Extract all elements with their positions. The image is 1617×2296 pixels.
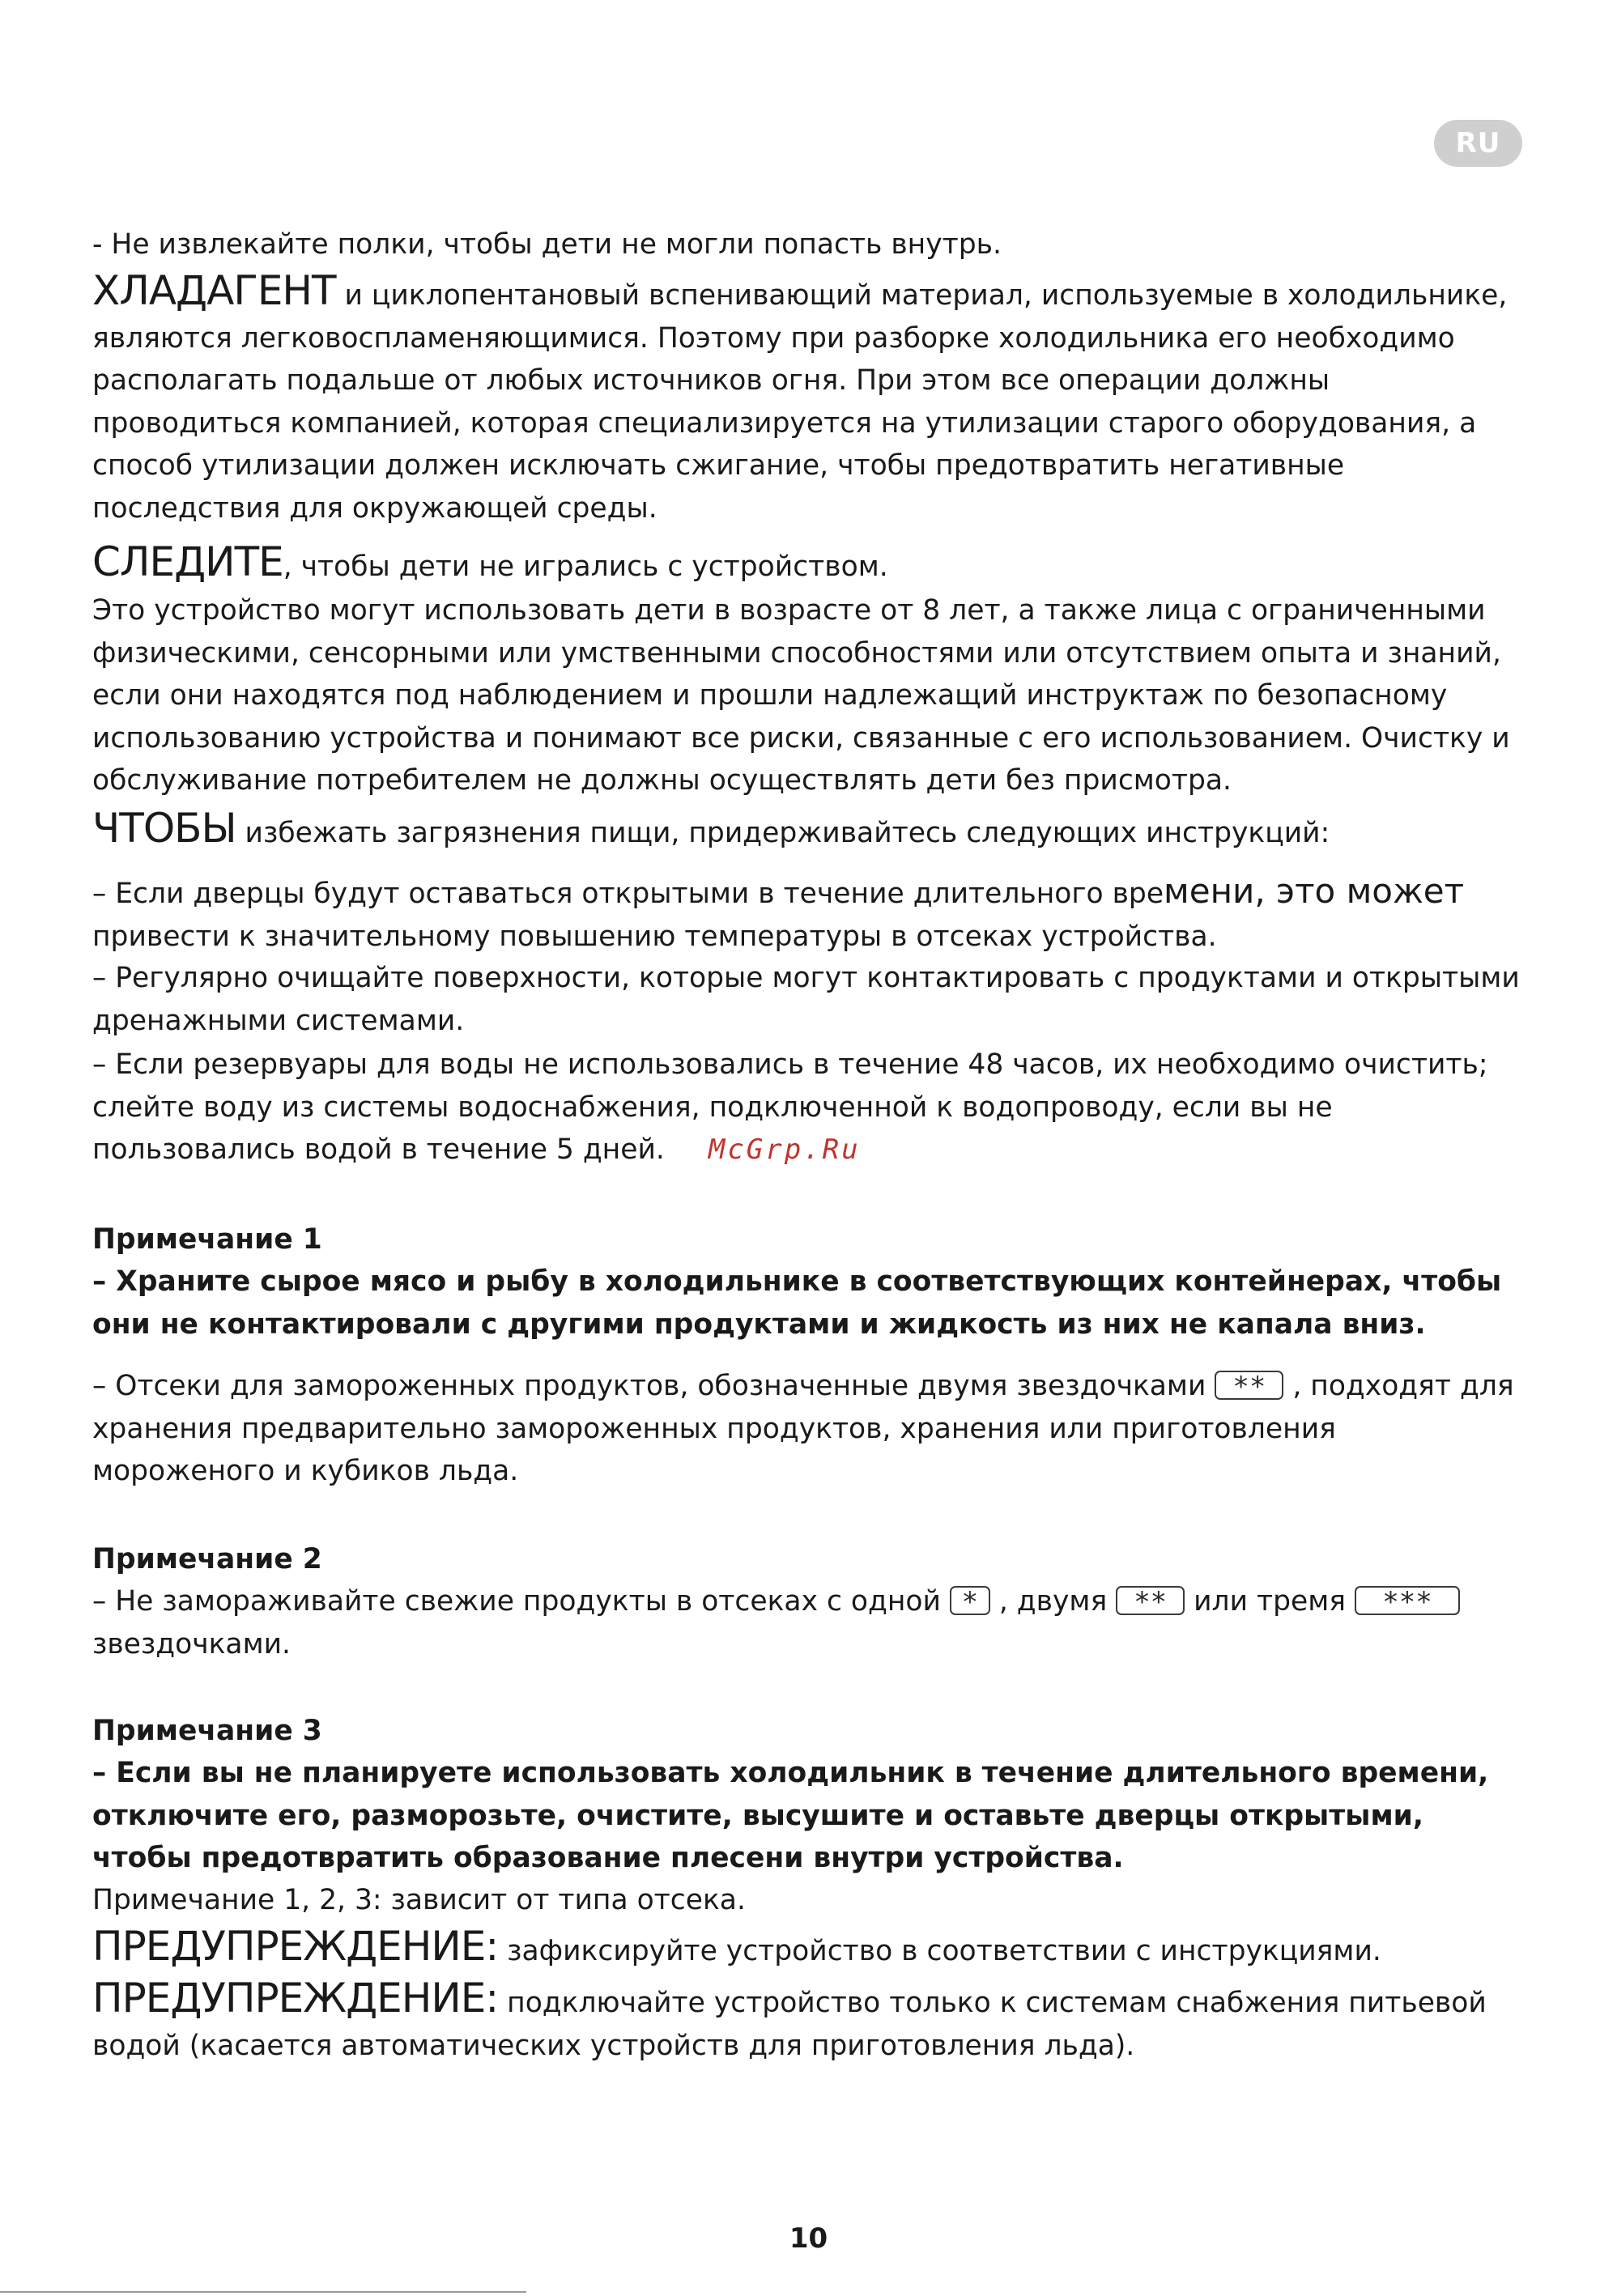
paragraph-watch — [92, 538, 1526, 589]
paragraph-refrigerant — [92, 267, 1526, 529]
page-number: 10 — [789, 2222, 828, 2255]
note2-title: Примечание 2 — [92, 1543, 322, 1575]
note1-title: Примечание 1 — [92, 1223, 322, 1256]
doors-open-text-a: – Если дверцы будут оставаться открытыми в течение длительного вре — [92, 878, 1164, 910]
note2-text-a: – Не замораживайте свежие продукты в отсеках с одной — [92, 1585, 950, 1618]
refrigerant-heading: ХЛАДАГЕНТ — [92, 267, 336, 314]
doors-open-text-c: привести к значительному повышению температуры в отсеках устройства. — [92, 920, 1217, 953]
watch-text: , чтобы дети не игрались с устройством. — [283, 551, 888, 583]
two-stars-icon: ** — [1215, 1371, 1283, 1400]
warning-2-text: подключайте устройство только к системам снабжения питьевой водой (касается автоматических устройств для приготовления льда). — [92, 1987, 1487, 2062]
refrigerant-text: и циклопентановый вспенивающий материал, используемые в холодильнике, являются легковоспламеняющимися. Поэтому при разборке холодильника его необходимо располагать подальше от любых источников огня. При этом все операции должны проводиться компанией, которая специализируется на утилизации старого оборудования, а способ утилизации должен исключать сжигание, чтобы предотвратить негативные последствия для окружающей среды. — [92, 279, 1508, 525]
note3-text: Примечание 1, 2, 3: зависит от типа отсека. — [92, 1884, 746, 1916]
warning-1 — [92, 1925, 1526, 1973]
water-tanks-text: – Если резервуары для воды не использовались в течение 48 часов, их необходимо очистить; слейте воду из системы водоснабжения, подключенной к водопроводу, если вы не пользовались водой в течение 5 дней. — [92, 1048, 1488, 1166]
footer-rule — [0, 2291, 526, 2293]
note1-text-a: – Отсеки для замороженных продуктов, обозначенные двумя звездочками — [92, 1370, 1215, 1402]
warning-1-heading: ПРЕДУПРЕЖДЕНИЕ: — [92, 1923, 499, 1970]
paragraph-children-use: Это устройство могут использовать дети в возрасте от 8 лет, а также лица с ограниченными физическими, сенсорными или умственными способностями или отсутствием опыта и знаний, если они находятся под наблюдением и прошли надлежащий инструктаж по безопасному использованию устройства и понимают все риски, связанные с его использованием. Очистку и обслуживание потребителем не должны осуществлять дети без присмотра. — [92, 594, 1510, 797]
note1-bold-text: – Храните сырое мясо и рыбу в холодильнике в соответствующих контейнерах, чтобы они не контактировали с другими продуктами и жидкость из них не капала вниз. — [92, 1265, 1502, 1341]
language-badge: RU — [1434, 120, 1522, 167]
paragraph-water-tanks — [92, 1044, 1526, 1171]
paragraph-clean-surfaces: – Регулярно очищайте поверхности, которые могут контактировать с продуктами и открытыми дренажными системами. — [92, 962, 1520, 1037]
note2-text-b: , двумя — [998, 1585, 1117, 1618]
warning-2 — [92, 1977, 1526, 2067]
warning-2-heading: ПРЕДУПРЕЖДЕНИЕ: — [92, 1975, 499, 2022]
watermark-text: McGrp.Ru — [708, 1133, 861, 1166]
note1-text — [92, 1365, 1526, 1493]
three-stars-icon: *** — [1355, 1586, 1460, 1615]
two-stars-icon: ** — [1116, 1586, 1185, 1615]
note1-text-b: , подходят для хранения предварительно замороженных продуктов, хранения или приготовления мороженого и кубиков льда. — [92, 1370, 1514, 1487]
paragraph-shelves: - Не извлекайте полки, чтобы дети не могли попасть внутрь. — [92, 228, 1002, 261]
watch-heading: СЛЕДИТЕ — [92, 538, 283, 585]
doors-open-text-b: мени, это может — [1164, 871, 1465, 911]
note3-title: Примечание 3 — [92, 1715, 322, 1747]
one-star-icon: * — [950, 1586, 990, 1615]
paragraph-doors-open — [92, 870, 1526, 958]
paragraph-contamination — [92, 807, 1526, 855]
contamination-text: избежать загрязнения пищи, придерживайтесь следующих инструкций: — [236, 817, 1330, 849]
note2-text-c: или тремя — [1185, 1585, 1355, 1618]
contamination-heading: ЧТОБЫ — [92, 805, 236, 852]
warning-1-text: зафиксируйте устройство в соответствии с инструкциями. — [498, 1935, 1381, 1967]
note2-text — [92, 1580, 1526, 1665]
note3-bold-text: – Если вы не планируете использовать холодильник в течение длительного времени, отключите его, разморозьте, очистите, высушите и оставьте дверцы открытыми, чтобы предотвратить образование плесени внутри устройства. — [92, 1757, 1489, 1874]
note2-text-d: звездочками. — [92, 1627, 291, 1660]
